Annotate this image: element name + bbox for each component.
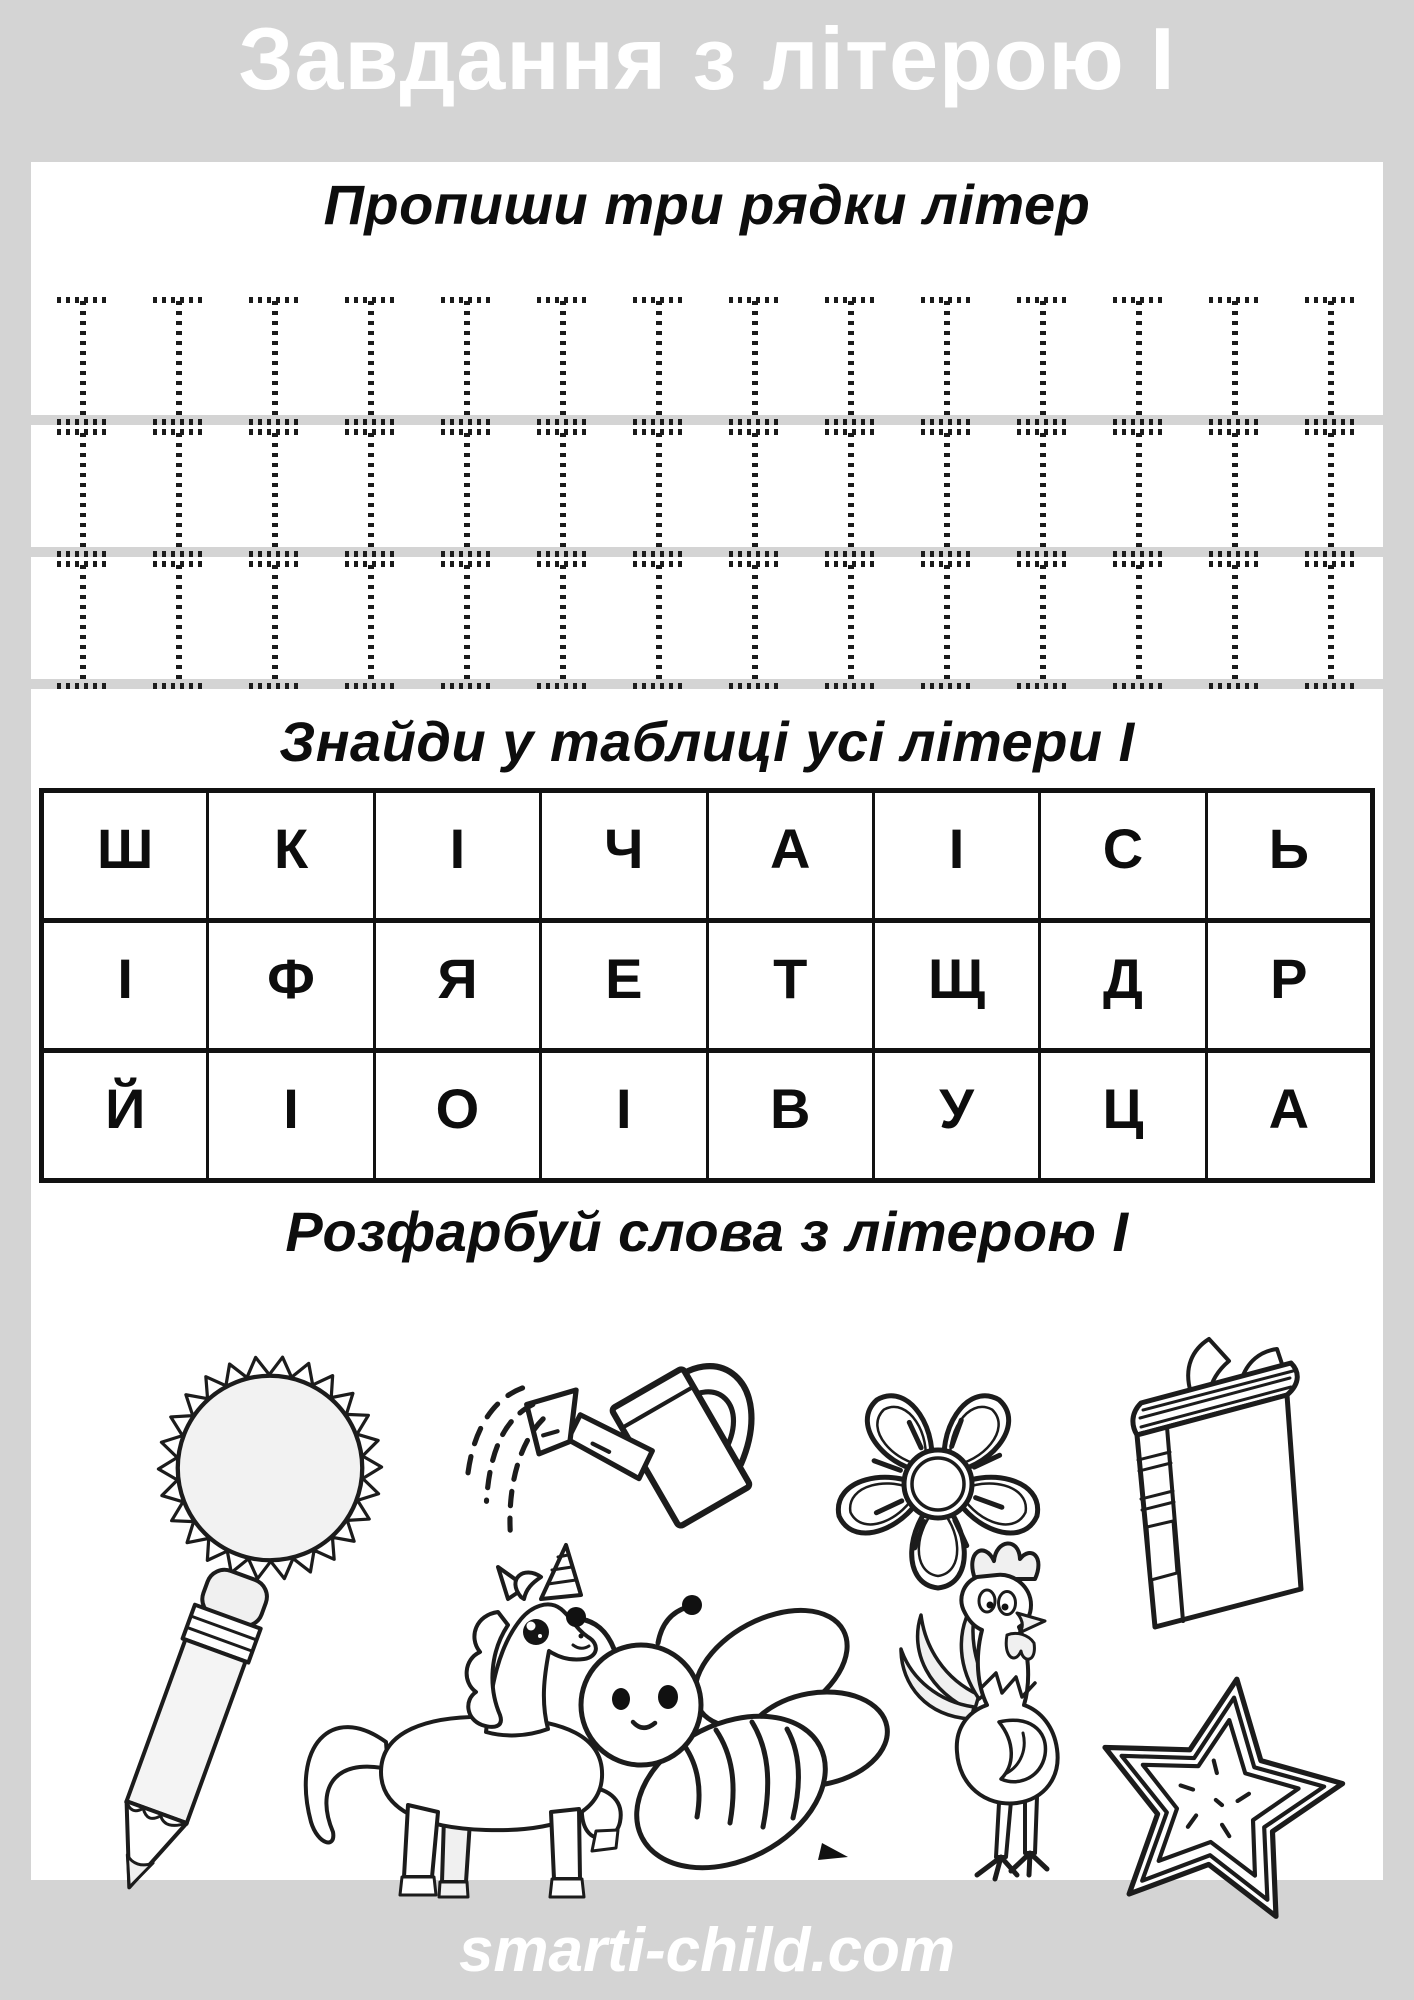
dotted-letter-І	[537, 297, 589, 425]
dotted-letter-І	[153, 297, 205, 425]
letter-cell: А	[1206, 1051, 1372, 1181]
page-title: Завдання з літерою І	[238, 9, 1176, 108]
site-footer: smarti-child.com	[458, 1916, 956, 1985]
dotted-letter-І	[345, 429, 397, 557]
dotted-letter-І	[921, 297, 973, 425]
worksheet-card	[31, 162, 1383, 1880]
dotted-letter-І	[825, 297, 877, 425]
letter-cell: Ц	[1040, 1051, 1206, 1181]
letter-cell: К	[208, 791, 374, 921]
dotted-letter-І	[1305, 561, 1357, 689]
dotted-letter-І	[537, 429, 589, 557]
bee-image	[546, 1587, 906, 1902]
table-row	[42, 791, 1373, 921]
letter-cell: І	[208, 1051, 374, 1181]
dotted-letter-І	[57, 297, 109, 425]
dotted-letter-І	[153, 429, 205, 557]
letter-cell: У	[873, 1051, 1039, 1181]
table-row	[42, 921, 1373, 1051]
letter-cell: В	[707, 1051, 873, 1181]
dotted-letter-І	[1113, 297, 1165, 425]
letter-table	[39, 788, 1375, 1183]
dotted-letter-І	[1305, 297, 1357, 425]
letter-cell: Е	[541, 921, 707, 1051]
letter-cell: О	[374, 1051, 540, 1181]
trace-rows	[31, 297, 1383, 689]
color-section-heading: Розфарбуй слова з літерою І	[285, 1200, 1129, 1263]
dotted-letter-І	[441, 429, 493, 557]
letter-cell: Р	[1206, 921, 1372, 1051]
dotted-letter-І	[1305, 429, 1357, 557]
dotted-letter-І	[537, 561, 589, 689]
trace-section-heading: Пропиши три рядки літер	[323, 173, 1091, 236]
dotted-letter-І	[1209, 561, 1261, 689]
dotted-letter-І	[345, 297, 397, 425]
dotted-letter-І	[633, 429, 685, 557]
dotted-letter-І	[441, 297, 493, 425]
dotted-letter-І	[153, 561, 205, 689]
star-image	[1081, 1657, 1361, 1947]
dotted-letter-І	[729, 561, 781, 689]
trace-row	[31, 429, 1383, 557]
letter-cell: Й	[42, 1051, 208, 1181]
trace-row	[31, 561, 1383, 689]
letter-cell: С	[1040, 791, 1206, 921]
letter-cell: Щ	[873, 921, 1039, 1051]
letter-cell: Ч	[541, 791, 707, 921]
dotted-letter-І	[825, 561, 877, 689]
letter-cell: Ф	[208, 921, 374, 1051]
letter-cell: І	[374, 791, 540, 921]
table-row	[42, 1051, 1373, 1181]
letter-cell: А	[707, 791, 873, 921]
dotted-letter-І	[249, 429, 301, 557]
dotted-letter-І	[729, 297, 781, 425]
dotted-letter-І	[1017, 429, 1069, 557]
find-section-heading: Знайди у таблиці усі літери І	[279, 710, 1135, 773]
dotted-letter-І	[1017, 561, 1069, 689]
letter-cell: І	[42, 921, 208, 1051]
letter-cell: Я	[374, 921, 540, 1051]
letter-cell: Ш	[42, 791, 208, 921]
dotted-letter-І	[1113, 429, 1165, 557]
letter-cell: Д	[1040, 921, 1206, 1051]
letter-cell: Т	[707, 921, 873, 1051]
letter-cell: І	[541, 1051, 707, 1181]
dotted-letter-І	[729, 429, 781, 557]
trace-row	[31, 297, 1383, 425]
dotted-letter-І	[921, 561, 973, 689]
dotted-letter-І	[57, 561, 109, 689]
letter-cell: Ь	[1206, 791, 1372, 921]
dotted-letter-І	[1017, 297, 1069, 425]
dotted-letter-І	[1209, 297, 1261, 425]
dotted-letter-І	[921, 429, 973, 557]
dotted-letter-І	[1209, 429, 1261, 557]
letter-cell: І	[873, 791, 1039, 921]
dotted-letter-І	[1113, 561, 1165, 689]
dotted-letter-І	[345, 561, 397, 689]
dotted-letter-І	[441, 561, 493, 689]
dotted-letter-І	[57, 429, 109, 557]
dotted-letter-І	[249, 561, 301, 689]
dotted-letter-І	[249, 297, 301, 425]
dotted-letter-І	[825, 429, 877, 557]
dotted-letter-І	[633, 561, 685, 689]
dotted-letter-І	[633, 297, 685, 425]
